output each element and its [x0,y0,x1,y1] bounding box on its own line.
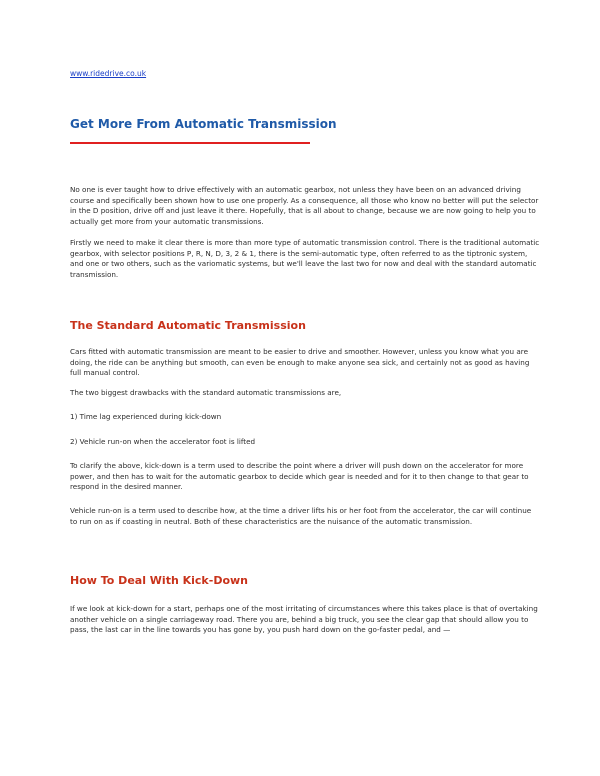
section2-paragraph-1: If we look at kick-down for a start, perhaps one of the most irritating of circumstances where this takes place is that of overtaking another vehicle on a single carriageway road. There you are, behind a big truck, you see the clear gap that should allow you to pass, the last car in the line towards you has gone by, you push hard down on the go-faster pedal, and — [70,604,538,634]
intro-paragraph-2: Firstly we need to make it clear there is more than more type of automatic transmission control. There is the traditional automatic gearbox, with selector positions P, R, N, D, 3, 2 & 1, there is the semi-automatic type, often referred to as the tiptronic system, and one or two others, such as the variomatic systems, but we'll leave the last two for now and deal with the standard automatic transmission. [70,238,540,279]
section-heading-standard-transmission: The Standard Automatic Transmission [70,319,306,332]
title-underline [70,142,310,144]
section1-paragraph-3: To clarify the above, kick-down is a term used to describe the point where a driver will push down on the accelerator for more power, and then has to wait for the automatic gearbox to decide which gear is needed and for it to then change to that gear to respond in the desired manner. [70,461,529,491]
section1-paragraph-4: Vehicle run-on is a term used to describe how, at the time a driver lifts his or her foot from the accelerator, the car will continue to run on as if coasting in neutral. Both of these characteristics are the nuisance of the automatic transmission. [70,506,532,526]
section1-paragraph-2: The two biggest drawbacks with the standard automatic transmissions are, [70,388,342,397]
section-heading-kick-down: How To Deal With Kick-Down [70,574,248,587]
page-title: Get More From Automatic Transmission [70,117,337,131]
drawback-item-2: 2) Vehicle run-on when the accelerator foot is lifted [70,437,256,446]
drawback-item-1: 1) Time lag experienced during kick-down [70,412,222,421]
site-link[interactable]: www.ridedrive.co.uk [70,69,147,78]
intro-paragraph-1: No one is ever taught how to drive effectively with an automatic gearbox, not unless they have been on an advanced driving course and specifically been shown how to use one properly. As a consequence, all those who know no better will put the selector in the D position, drive off and just leave it there. Hopefully, that is all about to change, because we are now going to help you to actually get more from your automatic transmissions. [70,185,539,226]
section1-paragraph-1: Cars fitted with automatic transmission are meant to be easier to drive and smoother. However, unless you know what you are doing, the ride can be anything but smooth, can even be enough to make anyone sea sick, and certainly not as good as having full manual control. [70,347,530,377]
